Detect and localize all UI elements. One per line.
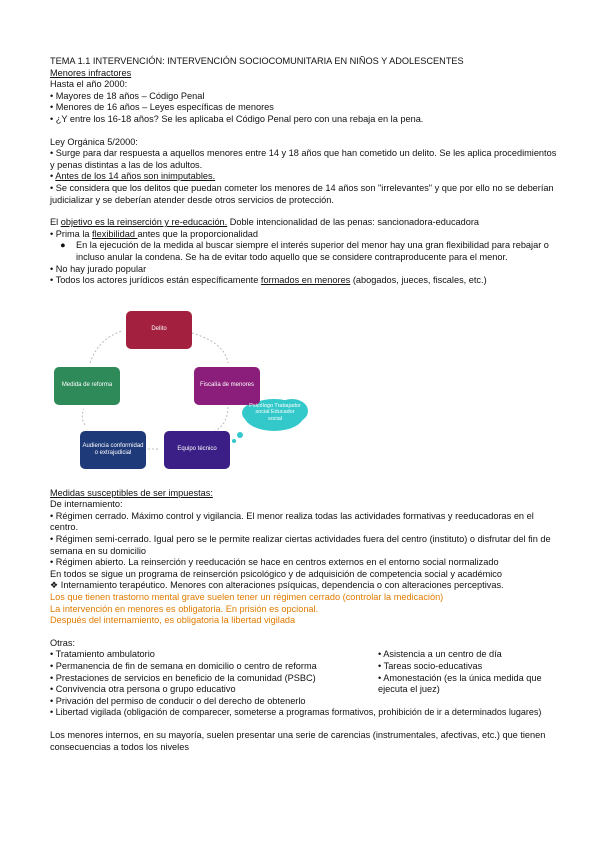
list-item: • Tareas socio-educativas bbox=[378, 661, 483, 671]
list-item: • Asistencia a un centro de día bbox=[378, 649, 502, 660]
inimputables-text: Antes de los 14 años son inimputables. bbox=[55, 171, 216, 182]
list-item: • ¿Y entre los 16-18 años? Se les aplicaba el Código Penal pero con una rebaja en la pena. bbox=[50, 113, 424, 124]
list-item: • Régimen cerrado. Máximo control y vigilancia. El menor realiza todas las actividades formativas y reeducadoras en el centro. bbox=[50, 510, 534, 533]
sub-list-item: ● En la ejecución de la medida al buscar siempre el interés superior del menor hay una gran flexibilidad para rebajar o incluso anular la condena. Se ha de evitar todo aquello que se considere contraproducente para el menor. bbox=[60, 240, 549, 262]
section-heading-menores: Menores infractores bbox=[50, 67, 132, 78]
fiscalia-box: Fiscalía de menores bbox=[194, 367, 260, 405]
note-line: La intervención en menores es obligatoria. En prisión es opcional. bbox=[50, 603, 319, 614]
list-item: • Tratamiento ambulatorio bbox=[50, 649, 155, 660]
list-item: ❖ Internamiento terapéutico. Menores con alteraciones psíquicas, dependencia o con alteraciones perceptivas. bbox=[50, 580, 504, 591]
list-item: • Todos los actores jurídicos están específicamente formados en menores (abogados, jueces, fiscales, etc.) bbox=[50, 275, 487, 286]
list-item: En todos se sigue un programa de reinserción psicológico y de adquisición de competencia social y académico bbox=[50, 568, 502, 579]
page-title: TEMA 1.1 INTERVENCIÓN: INTERVENCIÓN SOCIOCOMUNITARIA EN NIÑOS Y ADOLESCENTES bbox=[50, 56, 464, 66]
law-heading: Ley Orgánica 5/2000: bbox=[50, 136, 138, 147]
closing-paragraph: Los menores internos, en su mayoría, suelen presentar una serie de carencias (instrumentales, afectivas, etc.) que tienen consecuencias a todos los niveles bbox=[50, 729, 546, 752]
list-item: • Prestaciones de servicios en beneficio de la comunidad (PSBC) bbox=[50, 672, 316, 683]
cloud-label: Psicólogo Trabajador social Educador social bbox=[249, 402, 301, 422]
audiencia-box: Audiencia conformidad o extrajudicial bbox=[80, 431, 146, 469]
list-item: • Surge para dar respuesta a aquellos menores entre 14 y 18 años que han cometido un delito. Se les aplica procedimientos y penas distintas a las de los adultos. bbox=[50, 148, 557, 170]
list-item: • Convivencia otra persona o grupo educativo bbox=[50, 684, 236, 695]
list-item: • Prima la flexibilidad antes que la proporcionalidad bbox=[50, 228, 259, 239]
list-item: • Se considera que los delitos que puedan cometer los menores de 14 años son "irrelevantes" y que por ello no se deberían judicializar y se deberían atender desde otros servicios de protección. bbox=[50, 182, 554, 205]
list-item: • Menores de 16 años – Leyes específicas de menores bbox=[50, 102, 274, 113]
list-item: • Amonestación (es la única medida que ejecuta el juez) bbox=[378, 672, 542, 695]
list-item: • Permanencia de fin de semana en domicilio o centro de reforma bbox=[50, 661, 317, 671]
bullet-dot-icon: ● bbox=[60, 240, 66, 251]
others-left-column bbox=[50, 649, 378, 707]
list-item: • Antes de los 14 años son inimputables. bbox=[50, 171, 216, 182]
delito-box: Delito bbox=[126, 311, 192, 349]
medida-reforma-box: Medida de reforma bbox=[54, 367, 120, 405]
note-line: Después del internamiento, es obligatoria la libertad vigilada bbox=[50, 615, 296, 626]
list-item: • Mayores de 18 años – Código Penal bbox=[50, 90, 205, 101]
list-item: • Régimen semi-cerrado. Igual pero se le permite realizar ciertas actividades fuera del centro (instituto) o disfrutar del fin de semana en su domicilio bbox=[50, 534, 551, 556]
list-item: • Libertad vigilada (obligación de comparecer, someterse a programas formativos, prohibición de ir a determinados lugares) bbox=[50, 707, 542, 718]
list-item: • No hay jurado popular bbox=[50, 263, 147, 274]
equipo-tecnico-box: Equipo técnico bbox=[164, 431, 230, 469]
measures-heading: Medidas susceptibles de ser impuestas: bbox=[50, 487, 213, 498]
list-item: • Privación del permiso de conducir o del derecho de obtenerlo bbox=[50, 695, 306, 706]
list-item: • Régimen abierto. La reinserción y reeducación se hace en centros externos en el entorno social normalizado bbox=[50, 557, 499, 568]
objective-line: El objetivo es la reinserción y re-educación. Doble intencionalidad de las penas: sancionadora-educadora bbox=[50, 217, 480, 228]
document-page bbox=[50, 56, 562, 753]
internamiento-heading: De internamiento: bbox=[50, 499, 123, 510]
until-2000-label: Hasta el año 2000: bbox=[50, 79, 128, 90]
others-right-column bbox=[378, 649, 562, 707]
process-cycle-diagram bbox=[50, 295, 562, 470]
note-line: Los que tienen trastorno mental grave suelen tener un régimen cerrado (controlar la medicación) bbox=[50, 592, 444, 603]
others-columns bbox=[50, 649, 562, 707]
others-heading: Otras: bbox=[50, 637, 76, 648]
